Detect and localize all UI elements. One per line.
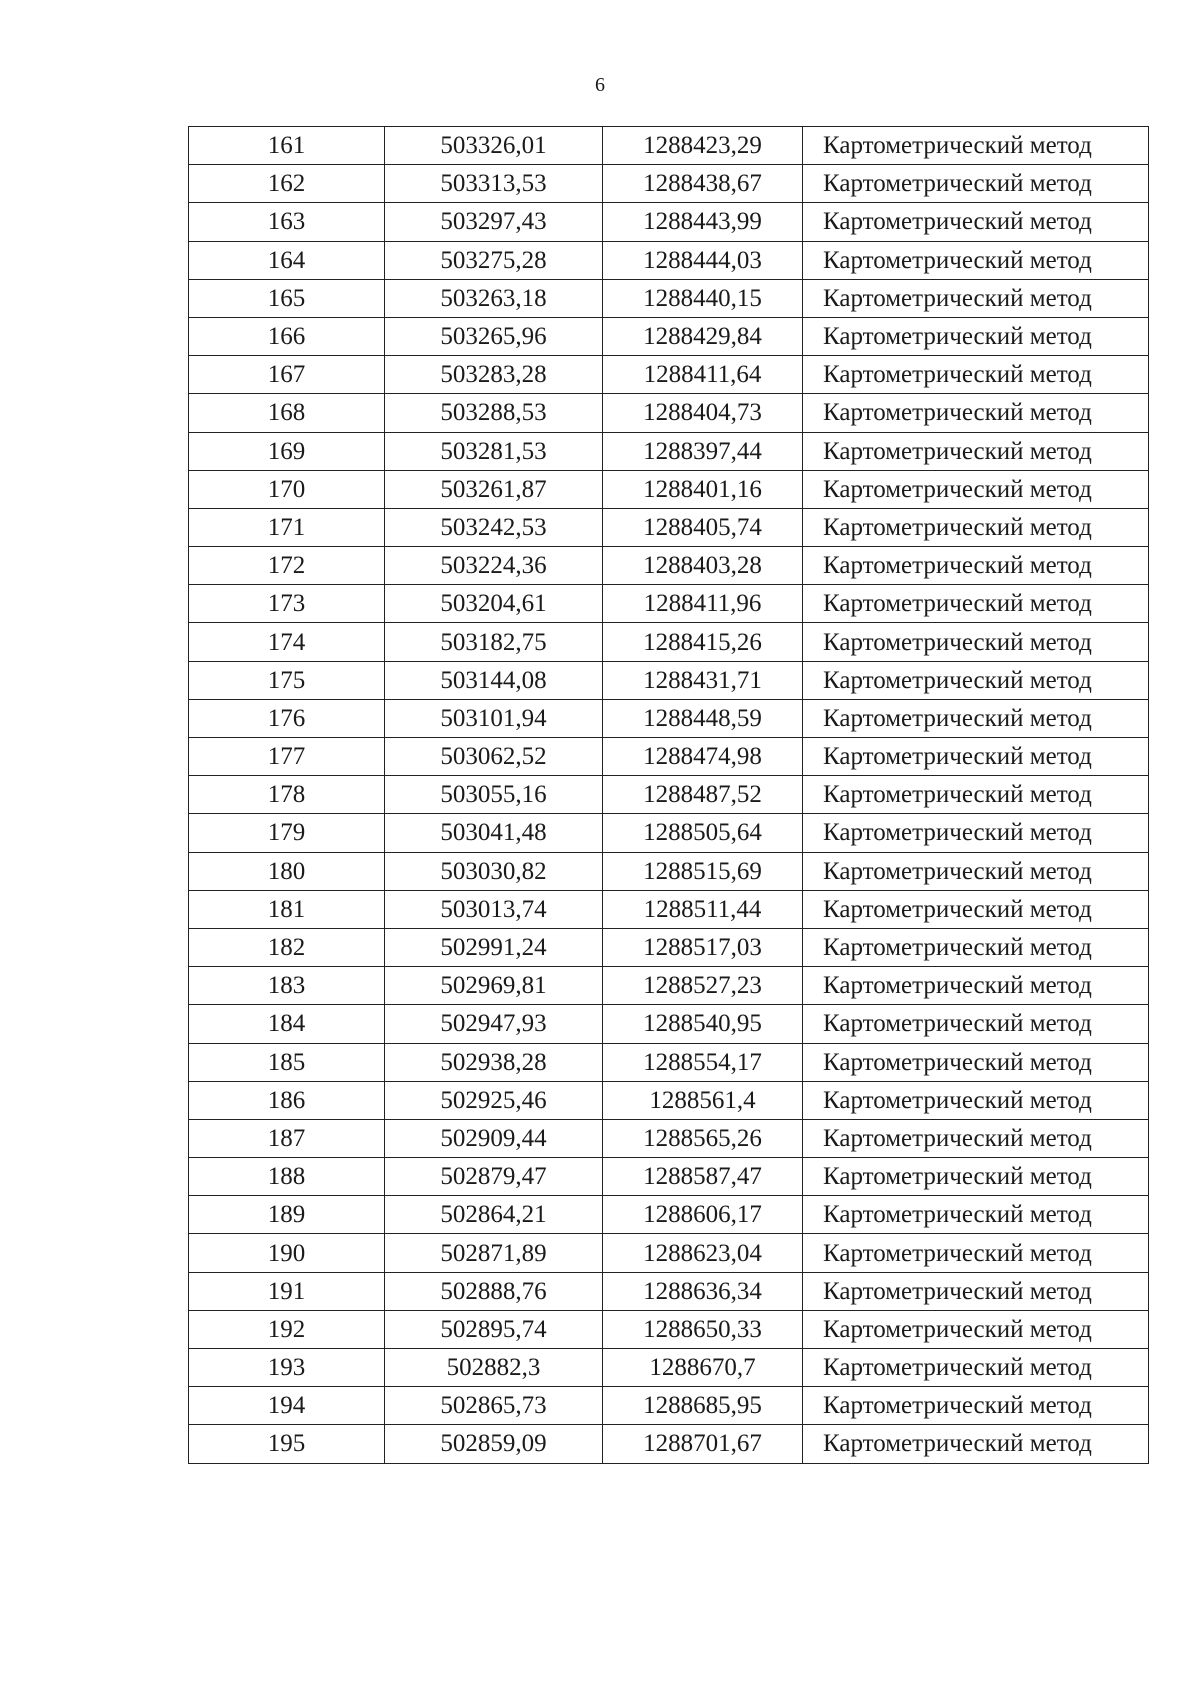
point-number-cell: 172 [189,547,385,585]
y-coordinate-cell: 1288650,33 [603,1310,803,1348]
y-coordinate-cell: 1288411,96 [603,585,803,623]
x-coordinate-cell: 502882,3 [385,1349,603,1387]
table-row [189,776,1149,814]
y-coordinate-cell: 1288540,95 [603,1005,803,1043]
y-coordinate-cell: 1288565,26 [603,1119,803,1157]
y-coordinate-cell: 1288561,4 [603,1081,803,1119]
method-cell: Картометрический метод [803,852,1149,890]
method-cell: Картометрический метод [803,241,1149,279]
table-row [189,1272,1149,1310]
x-coordinate-cell: 502871,89 [385,1234,603,1272]
method-cell: Картометрический метод [803,1005,1149,1043]
method-cell: Картометрический метод [803,1081,1149,1119]
x-coordinate-cell: 503013,74 [385,890,603,928]
method-cell: Картометрический метод [803,356,1149,394]
x-coordinate-cell: 502938,28 [385,1043,603,1081]
y-coordinate-cell: 1288527,23 [603,967,803,1005]
point-number-cell: 161 [189,127,385,165]
method-cell: Картометрический метод [803,738,1149,776]
method-cell: Картометрический метод [803,585,1149,623]
point-number-cell: 194 [189,1387,385,1425]
x-coordinate-cell: 503242,53 [385,508,603,546]
point-number-cell: 181 [189,890,385,928]
x-coordinate-cell: 503313,53 [385,165,603,203]
x-coordinate-cell: 503281,53 [385,432,603,470]
x-coordinate-cell: 503275,28 [385,241,603,279]
point-number-cell: 171 [189,508,385,546]
y-coordinate-cell: 1288415,26 [603,623,803,661]
table-row [189,470,1149,508]
table-row [189,394,1149,432]
method-cell: Картометрический метод [803,1425,1149,1463]
table-row [189,814,1149,852]
method-cell: Картометрический метод [803,776,1149,814]
x-coordinate-cell: 503326,01 [385,127,603,165]
method-cell: Картометрический метод [803,1234,1149,1272]
table-row [189,1234,1149,1272]
y-coordinate-cell: 1288505,64 [603,814,803,852]
x-coordinate-cell: 503062,52 [385,738,603,776]
point-number-cell: 183 [189,967,385,1005]
y-coordinate-cell: 1288444,03 [603,241,803,279]
point-number-cell: 189 [189,1196,385,1234]
point-number-cell: 182 [189,928,385,966]
y-coordinate-cell: 1288431,71 [603,661,803,699]
y-coordinate-cell: 1288701,67 [603,1425,803,1463]
table-row [189,279,1149,317]
y-coordinate-cell: 1288670,7 [603,1349,803,1387]
table-row [189,1349,1149,1387]
point-number-cell: 177 [189,738,385,776]
table-row [189,1005,1149,1043]
point-number-cell: 168 [189,394,385,432]
y-coordinate-cell: 1288517,03 [603,928,803,966]
table-row [189,508,1149,546]
point-number-cell: 164 [189,241,385,279]
point-number-cell: 162 [189,165,385,203]
y-coordinate-cell: 1288511,44 [603,890,803,928]
x-coordinate-cell: 503297,43 [385,203,603,241]
point-number-cell: 190 [189,1234,385,1272]
table-row [189,890,1149,928]
point-number-cell: 169 [189,432,385,470]
y-coordinate-cell: 1288623,04 [603,1234,803,1272]
method-cell: Картометрический метод [803,1272,1149,1310]
x-coordinate-cell: 502895,74 [385,1310,603,1348]
table-row [189,623,1149,661]
y-coordinate-cell: 1288443,99 [603,203,803,241]
y-coordinate-cell: 1288515,69 [603,852,803,890]
point-number-cell: 163 [189,203,385,241]
x-coordinate-cell: 503055,16 [385,776,603,814]
table-row [189,738,1149,776]
method-cell: Картометрический метод [803,814,1149,852]
table-row [189,165,1149,203]
point-number-cell: 174 [189,623,385,661]
table-row [189,1119,1149,1157]
point-number-cell: 167 [189,356,385,394]
table-row [189,699,1149,737]
method-cell: Картометрический метод [803,547,1149,585]
x-coordinate-cell: 502879,47 [385,1158,603,1196]
table-row [189,1081,1149,1119]
x-coordinate-cell: 502947,93 [385,1005,603,1043]
y-coordinate-cell: 1288438,67 [603,165,803,203]
table-row [189,1425,1149,1463]
x-coordinate-cell: 502991,24 [385,928,603,966]
point-number-cell: 185 [189,1043,385,1081]
x-coordinate-cell: 502864,21 [385,1196,603,1234]
table-row [189,356,1149,394]
method-cell: Картометрический метод [803,1119,1149,1157]
table-row [189,241,1149,279]
method-cell: Картометрический метод [803,1043,1149,1081]
table-row [189,127,1149,165]
method-cell: Картометрический метод [803,279,1149,317]
point-number-cell: 192 [189,1310,385,1348]
point-number-cell: 178 [189,776,385,814]
point-number-cell: 191 [189,1272,385,1310]
point-number-cell: 180 [189,852,385,890]
x-coordinate-cell: 503204,61 [385,585,603,623]
y-coordinate-cell: 1288636,34 [603,1272,803,1310]
method-cell: Картометрический метод [803,127,1149,165]
method-cell: Картометрический метод [803,661,1149,699]
point-number-cell: 193 [189,1349,385,1387]
point-number-cell: 187 [189,1119,385,1157]
x-coordinate-cell: 502888,76 [385,1272,603,1310]
method-cell: Картометрический метод [803,1196,1149,1234]
page-number: 6 [595,74,605,96]
x-coordinate-cell: 503041,48 [385,814,603,852]
y-coordinate-cell: 1288423,29 [603,127,803,165]
point-number-cell: 165 [189,279,385,317]
x-coordinate-cell: 503261,87 [385,470,603,508]
y-coordinate-cell: 1288401,16 [603,470,803,508]
method-cell: Картометрический метод [803,1310,1149,1348]
x-coordinate-cell: 503224,36 [385,547,603,585]
x-coordinate-cell: 503265,96 [385,317,603,355]
table-row [189,317,1149,355]
point-number-cell: 195 [189,1425,385,1463]
point-number-cell: 179 [189,814,385,852]
y-coordinate-cell: 1288448,59 [603,699,803,737]
x-coordinate-cell: 503263,18 [385,279,603,317]
x-coordinate-cell: 503144,08 [385,661,603,699]
table-row [189,1043,1149,1081]
x-coordinate-cell: 502865,73 [385,1387,603,1425]
point-number-cell: 176 [189,699,385,737]
y-coordinate-cell: 1288440,15 [603,279,803,317]
y-coordinate-cell: 1288405,74 [603,508,803,546]
point-number-cell: 170 [189,470,385,508]
x-coordinate-cell: 503101,94 [385,699,603,737]
table-row [189,1196,1149,1234]
method-cell: Картометрический метод [803,508,1149,546]
table-row [189,852,1149,890]
y-coordinate-cell: 1288554,17 [603,1043,803,1081]
y-coordinate-cell: 1288474,98 [603,738,803,776]
method-cell: Картометрический метод [803,470,1149,508]
coordinates-table-body [189,127,1149,1464]
table-row [189,203,1149,241]
point-number-cell: 173 [189,585,385,623]
point-number-cell: 184 [189,1005,385,1043]
x-coordinate-cell: 502969,81 [385,967,603,1005]
y-coordinate-cell: 1288411,64 [603,356,803,394]
method-cell: Картометрический метод [803,967,1149,1005]
method-cell: Картометрический метод [803,1387,1149,1425]
method-cell: Картометрический метод [803,699,1149,737]
point-number-cell: 175 [189,661,385,699]
table-row [189,661,1149,699]
method-cell: Картометрический метод [803,623,1149,661]
table-row [189,547,1149,585]
point-number-cell: 188 [189,1158,385,1196]
y-coordinate-cell: 1288397,44 [603,432,803,470]
y-coordinate-cell: 1288606,17 [603,1196,803,1234]
table-row [189,928,1149,966]
method-cell: Картометрический метод [803,317,1149,355]
table-row [189,585,1149,623]
method-cell: Картометрический метод [803,1158,1149,1196]
table-row [189,1310,1149,1348]
table-row [189,1387,1149,1425]
method-cell: Картометрический метод [803,890,1149,928]
table-row [189,432,1149,470]
x-coordinate-cell: 503030,82 [385,852,603,890]
table-row [189,967,1149,1005]
x-coordinate-cell: 503182,75 [385,623,603,661]
x-coordinate-cell: 502859,09 [385,1425,603,1463]
method-cell: Картометрический метод [803,432,1149,470]
method-cell: Картометрический метод [803,1349,1149,1387]
coordinates-table [188,126,1149,1464]
x-coordinate-cell: 502909,44 [385,1119,603,1157]
y-coordinate-cell: 1288404,73 [603,394,803,432]
x-coordinate-cell: 502925,46 [385,1081,603,1119]
x-coordinate-cell: 503283,28 [385,356,603,394]
table-row [189,1158,1149,1196]
y-coordinate-cell: 1288587,47 [603,1158,803,1196]
y-coordinate-cell: 1288403,28 [603,547,803,585]
method-cell: Картометрический метод [803,928,1149,966]
method-cell: Картометрический метод [803,394,1149,432]
point-number-cell: 166 [189,317,385,355]
method-cell: Картометрический метод [803,203,1149,241]
x-coordinate-cell: 503288,53 [385,394,603,432]
y-coordinate-cell: 1288685,95 [603,1387,803,1425]
point-number-cell: 186 [189,1081,385,1119]
y-coordinate-cell: 1288429,84 [603,317,803,355]
y-coordinate-cell: 1288487,52 [603,776,803,814]
method-cell: Картометрический метод [803,165,1149,203]
